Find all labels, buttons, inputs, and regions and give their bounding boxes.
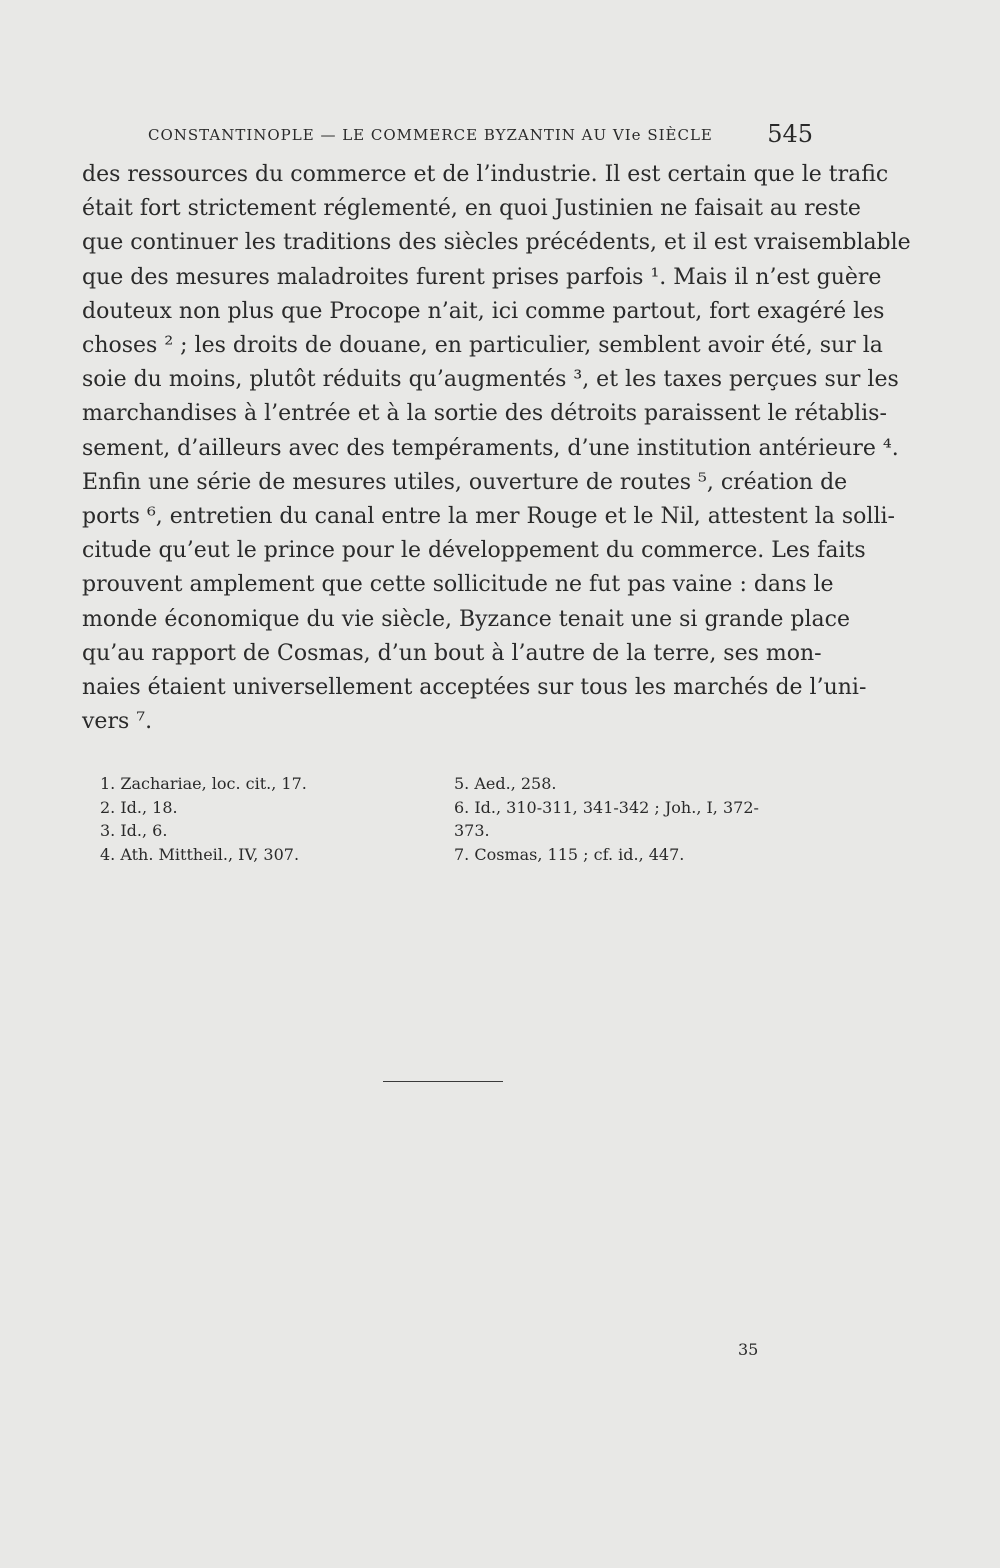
footnotes-left-column: [100, 772, 430, 866]
text-line: sement, d’ailleurs avec des tempéraments, d’une institution antérieure ⁴.: [82, 435, 899, 461]
text-line: que continuer les traditions des siècles précédents, et il est vraisemblable: [82, 230, 911, 256]
text-line: choses ² ; les droits de douane, en particulier, semblent avoir été, sur la: [82, 333, 883, 359]
footnote: 3. Id., 6.: [100, 821, 168, 840]
text-line: des ressources du commerce et de l’industrie. Il est certain que le trafic: [82, 162, 889, 187]
text-line: que des mesures maladroites furent prises parfois ¹. Mais il n’est guère: [82, 264, 882, 290]
signature-mark: 35: [738, 1340, 759, 1359]
footnote: 1. Zachariae, loc. cit., 17.: [100, 774, 307, 793]
text-line: soie du moins, plutôt réduits qu’augmentés ³, et les taxes perçues sur les: [82, 367, 899, 393]
text-line: monde économique du vie siècle, Byzance tenait une si grande place: [82, 606, 851, 632]
footnote: 5. Aed., 258.: [454, 774, 557, 793]
footnote: 6. Id., 310-311, 341-342 ; Joh., I, 372-: [454, 797, 759, 817]
footnotes-right-column: [454, 772, 820, 866]
running-title: CONSTANTINOPLE — LE COMMERCE BYZANTIN AU VIe SIÈCLE: [148, 126, 713, 144]
text-line: Enfin une série de mesures utiles, ouverture de routes ⁵, création de: [82, 469, 848, 495]
text-line: naies étaient universellement acceptées sur tous les marchés de l’uni-: [82, 675, 867, 701]
running-head: [148, 120, 813, 150]
text-line: ports ⁶, entretien du canal entre la mer Rouge et le Nil, attestent la solli-: [82, 504, 895, 530]
page-number: 545: [767, 120, 813, 148]
text-line: douteux non plus que Procope n’ait, ici comme partout, fort exagéré les: [82, 298, 885, 324]
footnote: 4. Ath. Mittheil., IV, 307.: [100, 844, 300, 864]
text-line: prouvent amplement que cette sollicitude ne fut pas vaine : dans le: [82, 572, 834, 598]
text-line: était fort strictement réglementé, en quoi Justinien ne faisait au reste: [82, 196, 861, 222]
text-line: qu’au rapport de Cosmas, d’un bout à l’autre de la terre, ses mon-: [82, 640, 822, 666]
text-line: citude qu’eut le prince pour le développement du commerce. Les faits: [82, 538, 866, 564]
footnote: 373.: [454, 821, 490, 840]
text-line: marchandises à l’entrée et à la sortie des détroits paraissent le rétablis-: [82, 401, 887, 427]
text-line: vers ⁷.: [82, 709, 153, 735]
body-text: [82, 158, 911, 739]
footnote: 2. Id., 18.: [100, 797, 178, 817]
footnote: 7. Cosmas, 115 ; cf. id., 447.: [454, 844, 685, 864]
end-rule: [383, 1081, 503, 1082]
